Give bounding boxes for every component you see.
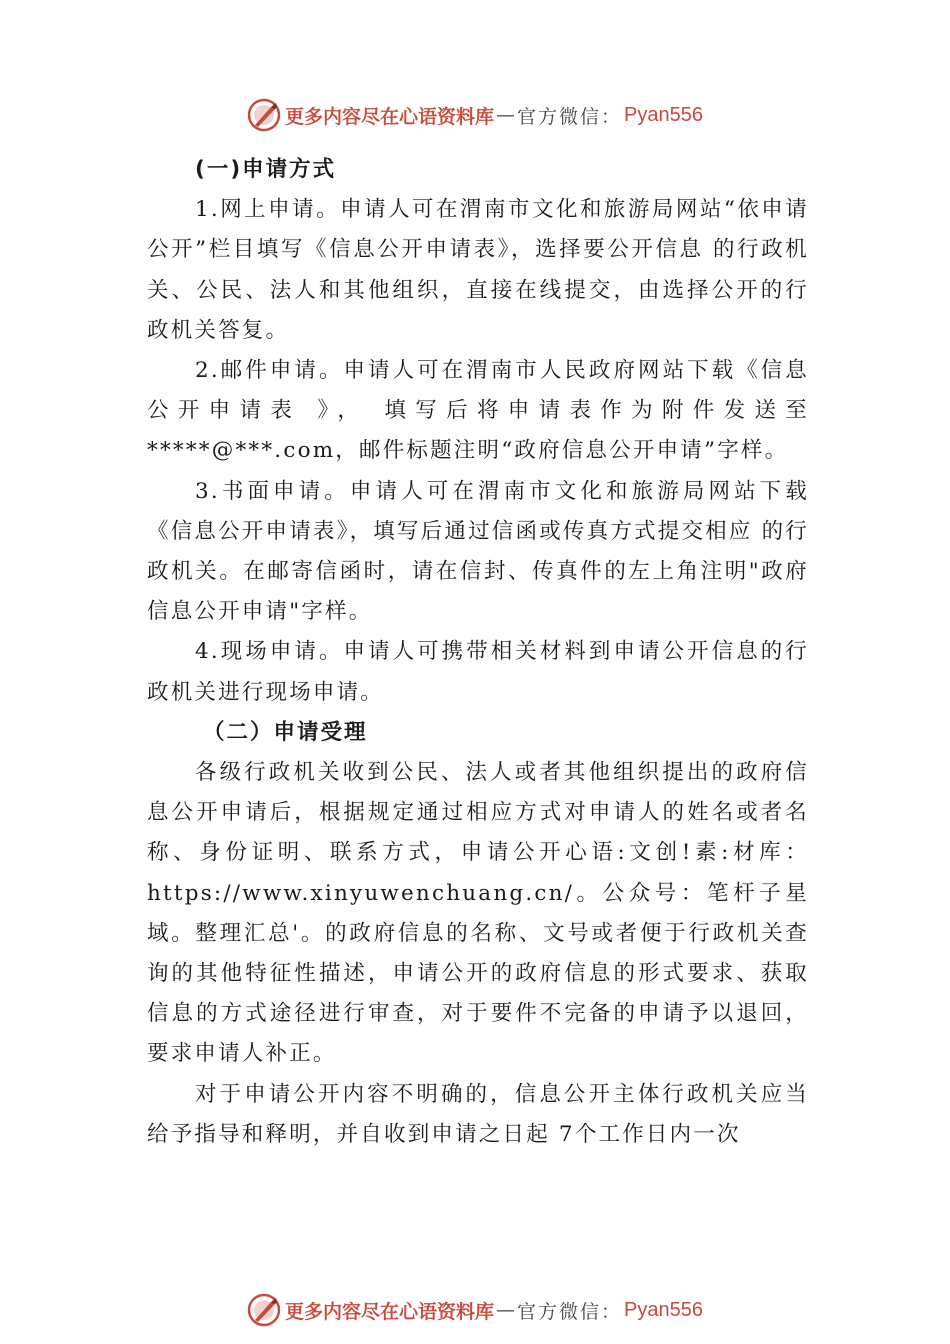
footer-banner <box>0 1290 950 1330</box>
section-heading-application-method: (一)申请方式 <box>195 157 337 182</box>
quill-pen-seal-icon <box>247 98 281 132</box>
paragraph-email-application: 2.邮件申请。申请人可在渭南市人民政府网站下载《信息公开申请表 》， 填写后将申请表作为附件发送至*****@***.com，邮件标题注明“政府信息公开申请”字样。 <box>147 358 809 464</box>
header-wechat-label: 官方微信： <box>517 105 623 128</box>
footer-brand-text: 更多内容尽在心语资料库 <box>285 1300 495 1323</box>
section-heading-application-acceptance: （二）申请受理 <box>203 719 368 745</box>
quill-pen-seal-icon <box>247 1293 281 1327</box>
header-banner <box>0 95 950 135</box>
footer-separator: — <box>496 1299 516 1321</box>
header-wechat-id: Pyan556 <box>624 103 703 126</box>
header-brand-text: 更多内容尽在心语资料库 <box>285 105 495 128</box>
paragraph-unclear-content: 对于申请公开内容不明确的，信息公开主体行政机关应当给予指导和释明，并自收到申请之日起 7个工作日内一次 <box>147 1081 809 1147</box>
paragraph-acceptance-review: 各级行政机关收到公民、法人或者其他组织提出的政府信息公开申请后，根据规定通过相应方式对申请人的姓名或者名称、身份证明、联系方式，申请公开心语:文创!素:材库：https://www.xinyuwenchuang.cn/。公众号：笔杆子星域。整理汇总'。的政府信息的名称、文号或者便于行政机关查询的其他特征性描述，申请公开的政府信息的形式要求、获取信息的方式途径进行审查，对于要件不完备的申请予以退回，要求申请人补正。 <box>147 760 809 1067</box>
paragraph-online-application: 1.网上申请。申请人可在渭南市文化和旅游局网站“依申请公开”栏目填写《信息公开申请表》，选择要公开信息 的行政机关、公民、法人和其他组织，直接在线提交，由选择公开的行政机关答复。 <box>147 197 809 343</box>
paragraph-written-application: 3.书面申请。申请人可在渭南市文化和旅游局网站下载《信息公开申请表》，填写后通过信函或传真方式提交相应 的行政机关。在邮寄信函时，请在信封、传真件的左上角注明"政府信息公开申请"字样。 <box>147 478 809 625</box>
footer-wechat-label: 官方微信： <box>517 1300 623 1323</box>
header-separator: — <box>496 104 516 126</box>
document-body <box>147 150 809 1155</box>
paragraph-onsite-application: 4.现场申请。申请人可携带相关材料到申请公开信息的行政机关进行现场申请。 <box>147 639 809 705</box>
footer-wechat-id: Pyan556 <box>624 1298 703 1321</box>
